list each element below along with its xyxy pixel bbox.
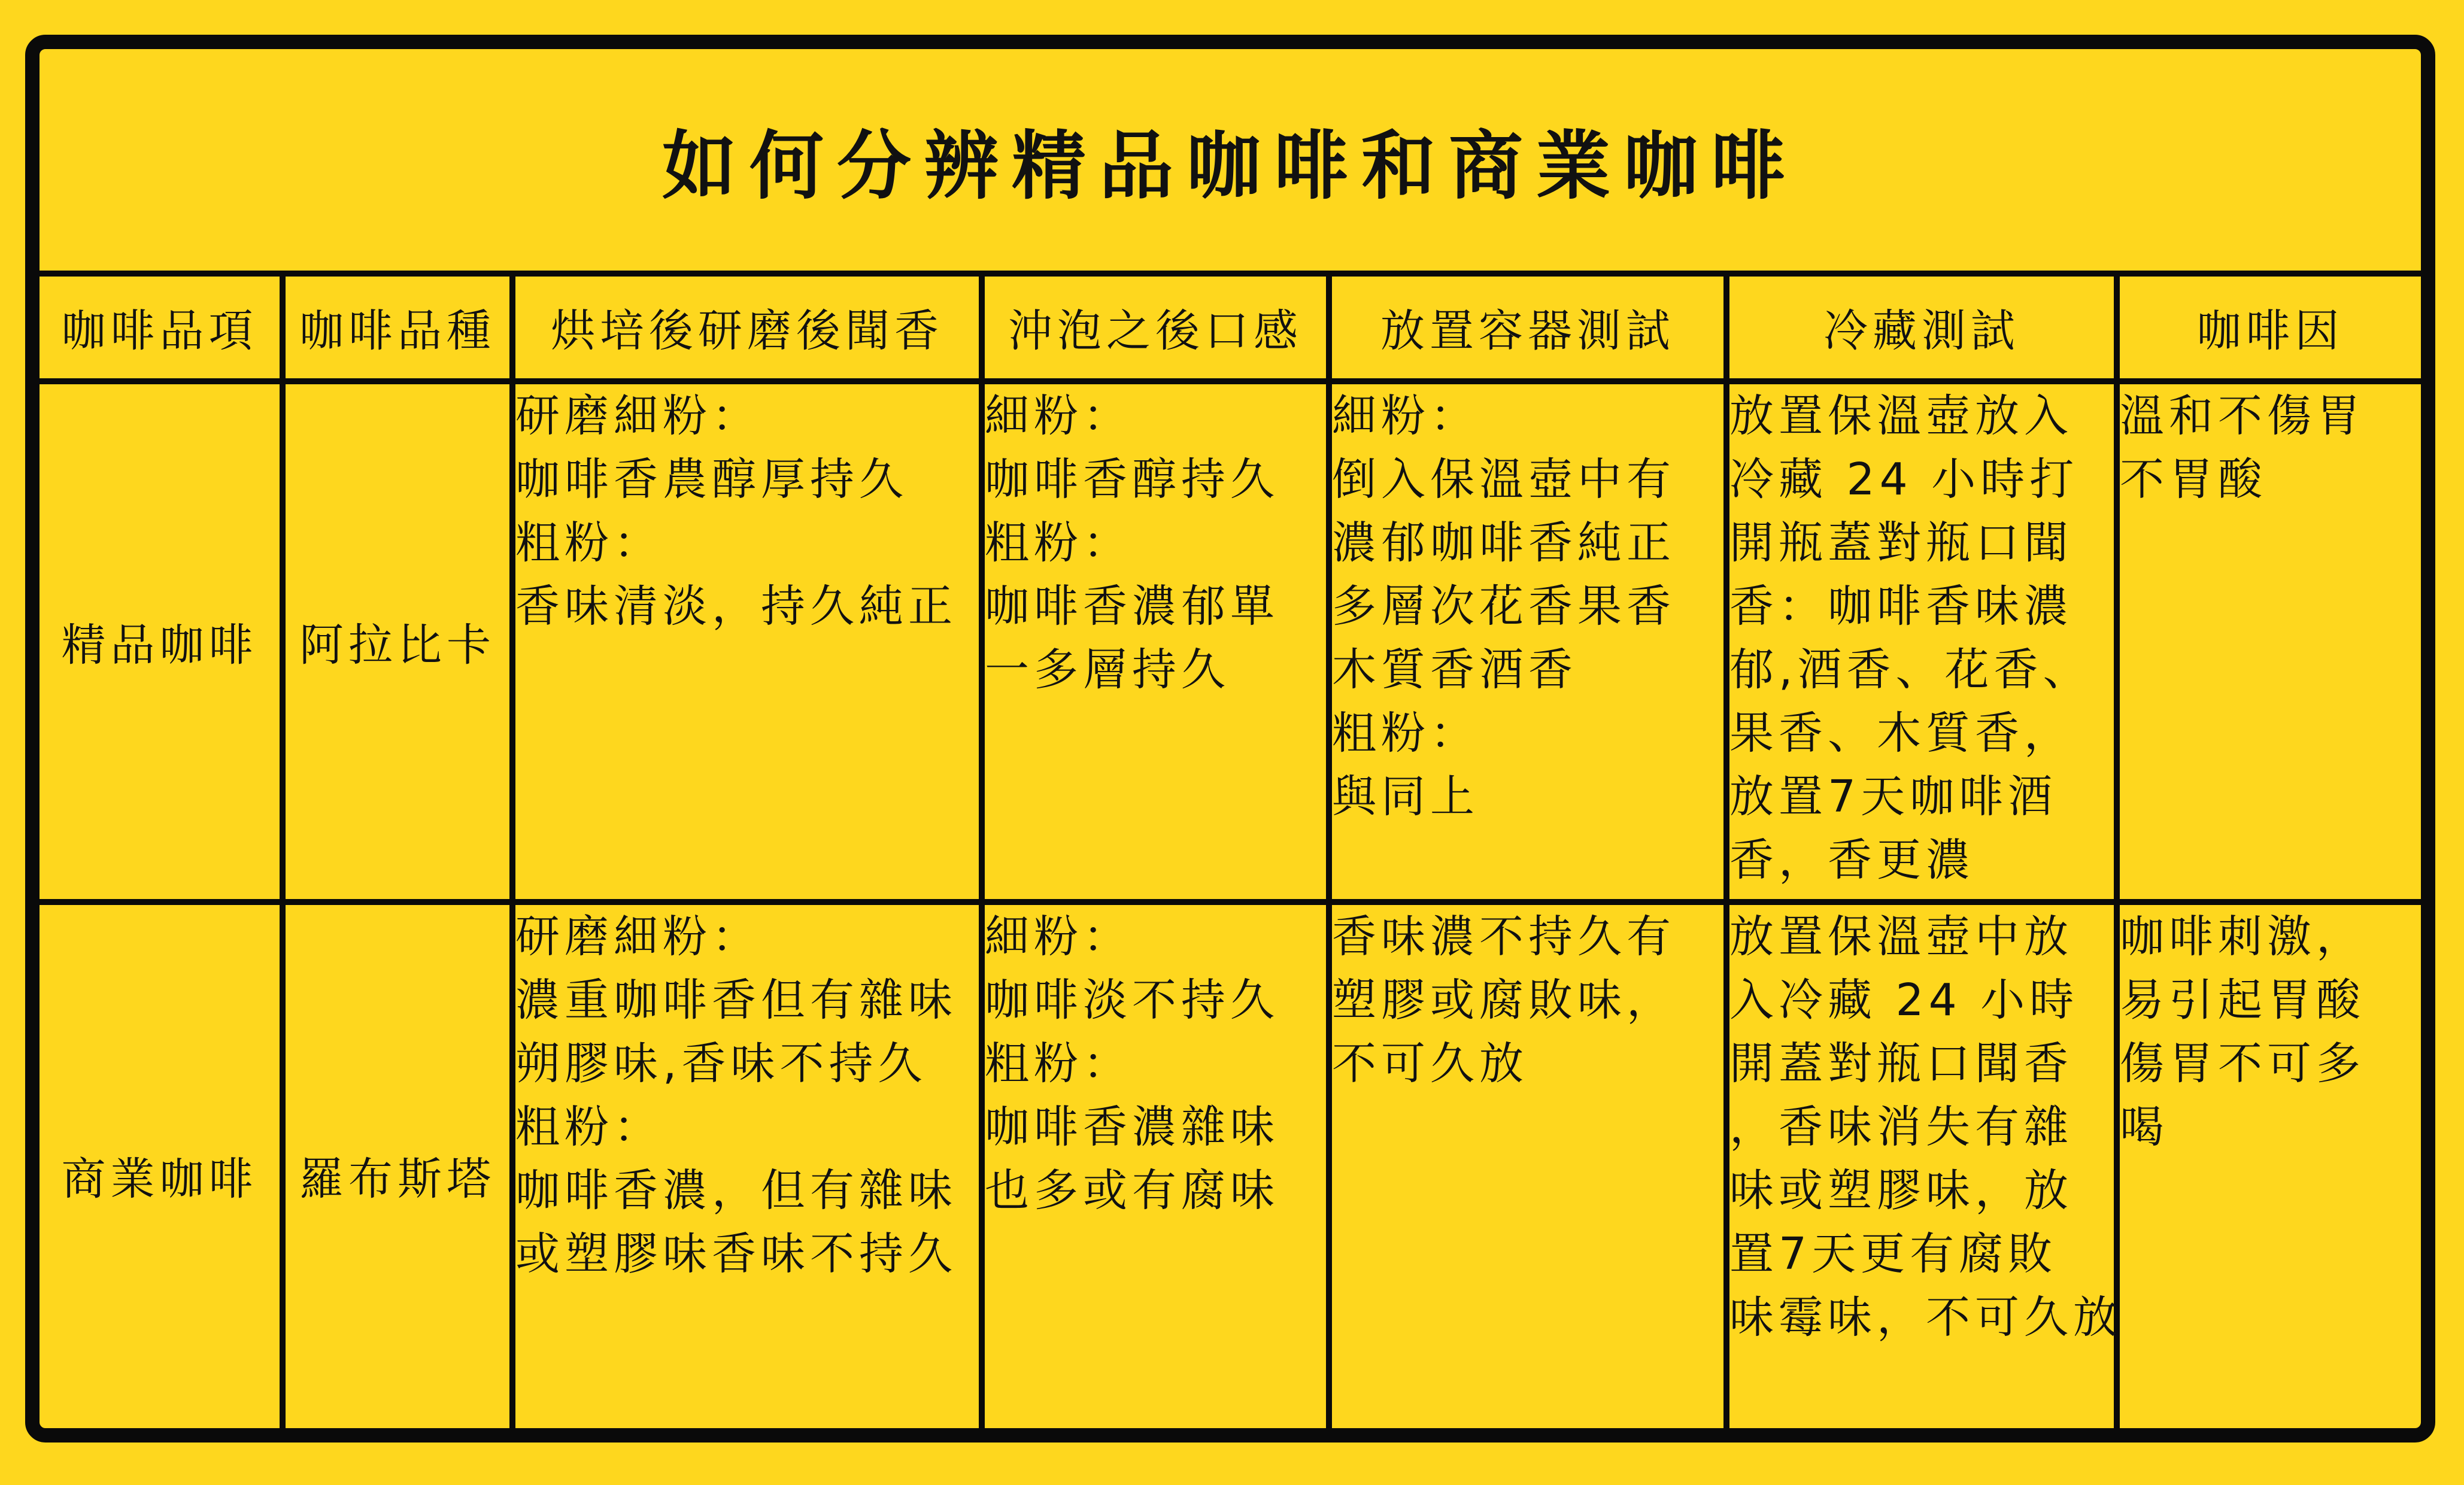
cell-line: 多層次花香果香 [1332,581,1676,632]
cell-line: 咖啡淡不持久 [985,974,1279,1026]
cell-line: 研磨細粉： [515,911,761,962]
cell-line: 不胃酸 [2120,454,2267,505]
cell-line: 入冷藏 24 小時 [1729,974,2079,1026]
column-header: 咖啡品項 [40,274,283,381]
column-header: 烘培後研磨後聞香 [512,274,982,381]
cell-line: 咖啡香農醇厚持久 [515,454,908,505]
cell-line: 易引起胃酸 [2120,974,2365,1026]
cell-line: 咖啡香濃郁單 [985,581,1279,632]
column-header: 放置容器測試 [1329,274,1726,381]
cell-line: 開瓶蓋對瓶口聞 [1729,517,2073,569]
table-row [40,381,2421,902]
cell-line: 一多層持久 [985,644,1230,696]
cell-line: 粗粉： [515,1101,663,1153]
cell-line: 味霉味，不可久放 [1729,1292,2122,1343]
container-cell [1329,902,1726,1443]
aroma-cell [512,902,982,1443]
variety-cell: 羅布斯塔 [283,902,512,1443]
cell-line: 香：咖啡香味濃 [1729,581,2073,632]
cell-line: 傷胃不可多 [2120,1038,2365,1089]
cell-line: 冷藏 24 小時打 [1729,454,2079,505]
fridge-cell [1726,902,2122,1443]
cell-line: 研磨細粉： [515,390,761,442]
cell-line: 粗粉： [985,1038,1132,1089]
table-frame [25,35,2435,1443]
cell-line: 香味濃不持久有 [1332,911,1676,962]
cell-line: 也多或有腐味 [985,1165,1279,1216]
cell-line: 味或塑膠味，放 [1729,1165,2073,1216]
fridge-cell [1726,381,2117,902]
column-header: 咖啡品種 [283,274,512,381]
cell-line: 放置保溫壺放入 [1729,390,2073,442]
cell-line: 喝 [2120,1101,2169,1153]
cell-line: 咖啡香濃雜味 [985,1101,1279,1153]
cell-line: 細粉： [985,911,1132,962]
variety-cell: 阿拉比卡 [283,381,512,902]
column-header: 咖啡因 [2117,274,2421,381]
cell-line: 木質香酒香 [1332,644,1577,696]
item-cell: 精品咖啡 [40,381,283,902]
cell-line: 置7天更有腐敗 [1729,1228,2058,1280]
cell-line: 不可久放 [1332,1038,1528,1089]
cell-line: 粗粉： [515,517,663,569]
page-title: 如何分辨精品咖啡和商業咖啡 [661,123,1798,209]
cell-line: 細粉： [985,390,1132,442]
caffeine-cell [2117,381,2421,902]
caffeine-cell [2117,902,2421,1443]
cell-line: 咖啡刺激， [2120,911,2365,962]
cell-line: 濃重咖啡香但有雜味 [515,974,957,1026]
column-header: 沖泡之後口感 [982,274,1329,381]
column-header: 冷藏測試 [1726,274,2117,381]
aroma-cell [512,381,982,902]
cell-line: 塑膠或腐敗味， [1332,974,1676,1026]
header-row [40,274,2421,381]
cell-line: 郁,酒香、花香、 [1729,644,2092,696]
cell-line: 與同上 [1332,771,1479,822]
taste-cell [982,902,1329,1443]
cell-line: 果香、木質香， [1729,707,2073,759]
cell-line: 粗粉： [1332,707,1479,759]
cell-line: 放置7天咖啡酒 [1729,771,2058,822]
cell-line: 濃郁咖啡香純正 [1332,517,1676,569]
cell-line: 開蓋對瓶口聞香 [1729,1038,2073,1089]
cell-line: 咖啡香醇持久 [985,454,1279,505]
table-row [40,902,2421,1443]
cell-line: 粗粉： [985,517,1132,569]
cell-line: 溫和不傷胃 [2120,390,2365,442]
cell-line: 放置保溫壺中放 [1729,911,2073,962]
cell-line: 朔膠味,香味不持久 [515,1038,927,1089]
cell-line: 倒入保溫壺中有 [1332,454,1676,505]
container-cell [1329,381,1726,902]
cell-line: 咖啡香濃，但有雜味 [515,1165,957,1216]
item-cell: 商業咖啡 [40,902,283,1443]
cell-line: ，香味消失有雜 [1729,1101,2073,1153]
taste-cell [982,381,1329,902]
cell-line: 香味清淡，持久純正 [515,581,957,632]
cell-line: 細粉： [1332,390,1479,442]
comparison-table [40,271,2421,1443]
cell-line: 香，香更濃 [1729,834,1975,886]
cell-line: 或塑膠味香味不持久 [515,1228,957,1280]
